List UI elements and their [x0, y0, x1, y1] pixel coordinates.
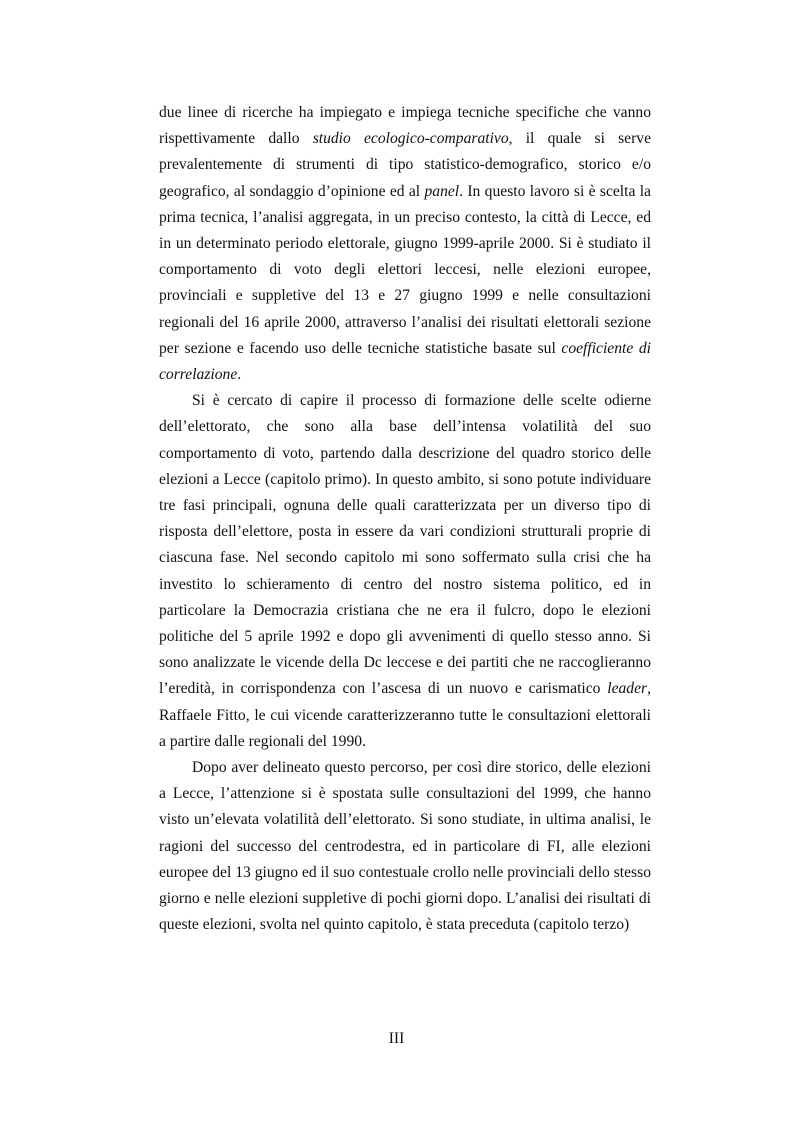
p1-text-4: . — [237, 366, 242, 384]
p1-text-1: due linee di ricerche ha impiegato e impiega tecniche specifiche che vanno rispettivamente dallo — [159, 104, 651, 148]
p1-italic-coefficiente: coefficiente di correlazione — [159, 339, 652, 384]
paragraph-2 — [159, 388, 651, 755]
document-body — [159, 100, 651, 939]
p1-italic-panel: panel — [424, 182, 460, 200]
p2-text-2: , Raffaele Fitto, le cui vicende caratterizzeranno tutte le consultazioni elettorali a partire dalle regionali del 1990. — [159, 680, 651, 750]
p2-text-1: Si è cercato di capire il processo di formazione delle scelte odierne dell’elettorato, che sono alla base dell’intensa volatilità del suo comportamento di voto, partendo dalla descrizione del quadro storico delle elezioni a Lecce (capitolo primo). In questo ambito, si sono potute individuare tre fasi principali, ognuna delle quali caratterizzata per un diverso tipo di risposta dell’elettore, posta in essere da vari condizioni strutturali proprie di ciascuna fase. Nel secondo capitolo mi sono soffermato sulla crisi che ha investito lo schieramento di centro del nostro sistema politico, ed in particolare la Democrazia cristiana che ne era il fulcro, dopo le elezioni politiche del 5 aprile 1992 e dopo gli avvenimenti di quello stesso anno. Si sono analizzate le vicende della Dc leccese e dei partiti che ne raccoglieranno l’eredità, in corrispondenza con l’ascesa di un nuovo e carismatico — [159, 392, 651, 698]
paragraph-1 — [159, 100, 651, 388]
p1-text-2: , il quale si serve prevalentemente di strumenti di tipo statistico-demografico, storico e/o geografico, al sondaggio d’opinione ed al — [159, 130, 652, 200]
p3-text-1: Dopo aver delineato questo percorso, per così dire storico, delle elezioni a Lecce, l’attenzione si è spostata sulle consultazioni del 1999, che hanno visto un’elevata volatilità dell’elettorato. Si sono studiate, in ultima analisi, le ragioni del successo del centrodestra, ed in particolare di FI, alle elezioni europee del 13 giugno ed il suo contestuale crollo nelle provinciali dello stesso giorno e nelle elezioni suppletive di pochi giorni dopo. L’analisi dei risultati di queste elezioni, svolta nel quinto capitolo, è stata preceduta (capitolo terzo) — [159, 759, 651, 934]
paragraph-3 — [159, 755, 651, 938]
p2-italic-leader: leader — [607, 680, 648, 698]
p1-text-3: . In questo lavoro si è scelta la prima tecnica, l’analisi aggregata, in un preciso contesto, la città di Lecce, ed in un determinato periodo elettorale, giugno 1999-aprile 2000. Si è studiato il comportamento di voto degli elettori leccesi, nelle elezioni europee, provinciali e suppletive del 13 e 27 giugno 1999 e nelle consultazioni regionali del 16 aprile 2000, attraverso l’analisi dei risultati elettorali sezione per sezione e facendo uso delle tecniche statistiche basate sul — [159, 182, 651, 357]
page-number: III — [388, 1030, 405, 1047]
p1-italic-studio-ecologico: studio ecologico-comparativo — [312, 130, 509, 148]
